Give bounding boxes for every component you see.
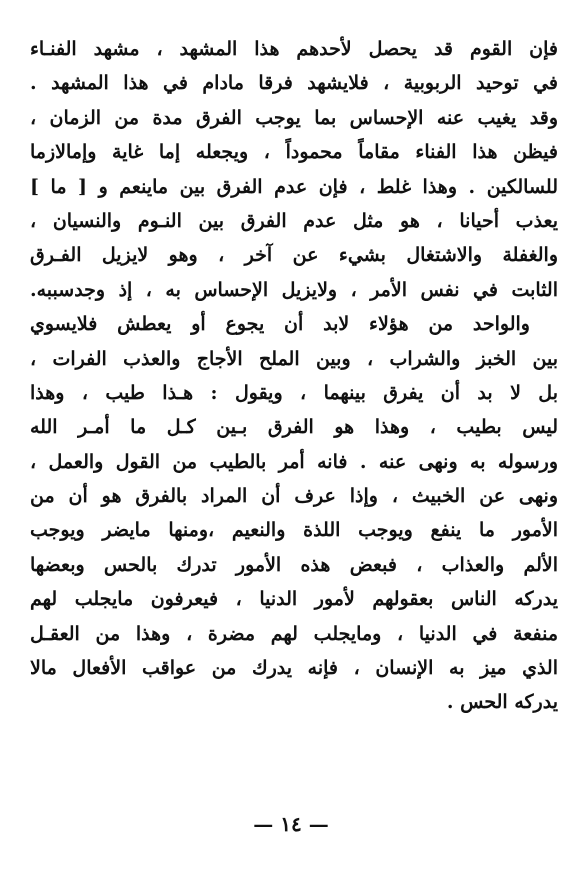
text-line: منفعة في الدنيا ، ومايجلب لهم مضرة ، وهذا من العقـل (30, 622, 558, 645)
text-line: يعذب أحيانا ، هو مثل عدم الفرق بين النـوم والنسيان ، (30, 209, 558, 232)
text-line: ورسوله به ونهى عنه . فانه أمر بالطيب من القول والعمل ، (30, 450, 558, 473)
text-line: الألم والعذاب ، فبعض هذه الأمور تدرك بالحس وبعضها (30, 553, 558, 576)
body-text (30, 32, 558, 720)
text-line: الأمور ما ينفع ويوجب اللذة والنعيم ،ومنها مايضر ويوجب (30, 519, 558, 542)
text-line: والواحد من هؤلاء لابد أن يجوع أو يعطش فلايسوي (30, 313, 530, 336)
text-line: بين الخبز والشراب ، وبين الملح الأجاج والعذب الفرات ، (30, 347, 558, 370)
text-line: والغفلة والاشتغال بشيء عن آخر ، وهو لايزيل الفـرق (30, 244, 558, 267)
text-line: يدركه الحس . (446, 691, 558, 714)
text-line: ليس بطيب ، وهذا هو الفرق بـين كـل ما أمـر الله (30, 416, 558, 439)
text-line: ونهى عن الخبيث ، وإذا عرف أن المراد بالفرق هو أن من (30, 485, 558, 508)
text-line: الذي ميز به الإنسان ، فإنه يدرك من عواقب الأفعال مالا (30, 657, 558, 680)
text-line: وقد يغيب عنه الإحساس بما يوجب الفرق مدة من الزمان ، (30, 106, 558, 129)
text-line: يدركه الناس بعقولهم لأمور الدنيا ، فيعرفون مايجلب لهم (30, 588, 558, 611)
text-line: للسالكين . وهذا غلط ، فإن عدم الفرق بين ماينعم و [ ما ] (30, 175, 558, 198)
text-line: بل لا بد أن يفرق بينهما ، ويقول : هـذا طيب ، وهذا (30, 381, 558, 404)
text-line: فيظن هذا الفناء مقاماً محموداً ، ويجعله إما غاية وإمالازما (30, 141, 558, 164)
text-line: فإن القوم قد يحصل لأحدهم هذا المشهد ، مشهد الفنـاء (30, 38, 558, 60)
text-line: الثابت في نفس الأمر ، ولايزيل الإحساس به ، إذ وجدسببه. (30, 278, 558, 301)
text-line: في توحيد الربوبية ، فلايشهد فرقا مادام في هذا المشهد . (30, 72, 558, 95)
page-number: — ١٤ — (253, 812, 329, 836)
